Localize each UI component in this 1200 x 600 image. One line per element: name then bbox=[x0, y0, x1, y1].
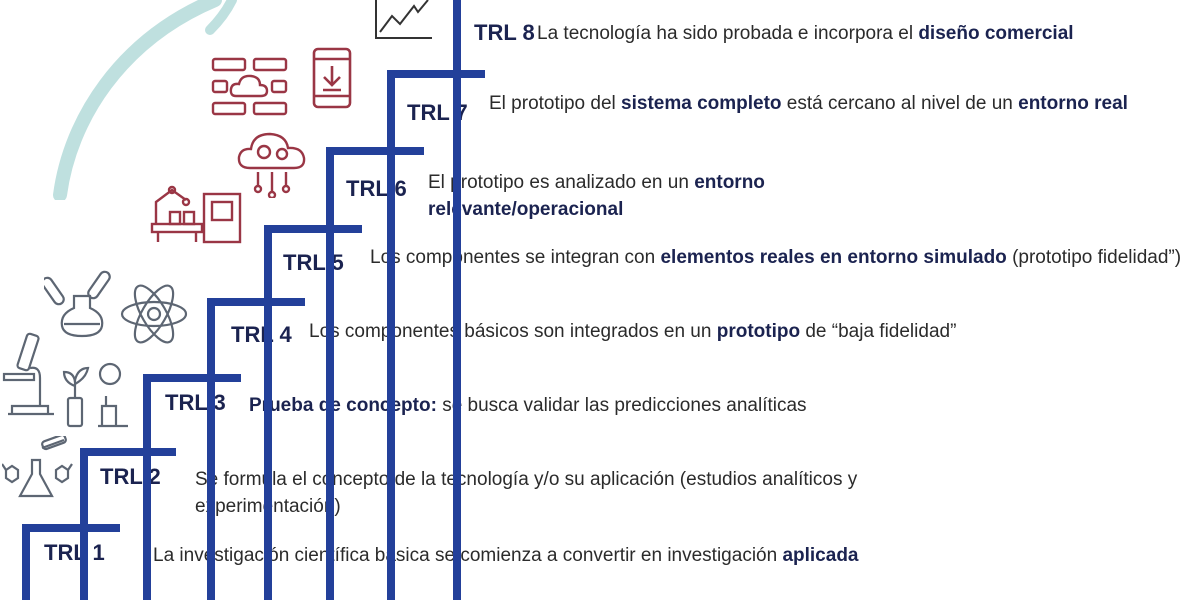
bold-text: entorno relevante/operacional bbox=[428, 172, 765, 220]
line-chart-icon bbox=[370, 0, 440, 46]
text: Los componentes básicos son integrados en un bbox=[309, 321, 717, 342]
bold-text: aplicada bbox=[782, 545, 859, 566]
atom-icon bbox=[118, 278, 190, 350]
bold-text: entorno real bbox=[1018, 93, 1128, 114]
trl-label-5: TRL 5 bbox=[283, 250, 344, 275]
trl-step-8 bbox=[453, 0, 551, 600]
text: Los componentes se integran con bbox=[370, 247, 661, 268]
text: Se formula el concepto de la tecnología y/o su aplicación (estudios analíticos y experimentación) bbox=[195, 469, 858, 517]
trl-label-7: TRL 7 bbox=[407, 100, 468, 125]
trl-label-4: TRL 4 bbox=[231, 322, 292, 347]
robot-arm-factory-icon bbox=[150, 178, 246, 244]
trl-label-6: TRL 6 bbox=[346, 176, 407, 201]
flask-molecules-icon bbox=[2, 436, 74, 506]
mobile-download-icon bbox=[310, 46, 356, 110]
cloud-server-icon bbox=[210, 56, 290, 118]
test-tubes-flask-icon bbox=[44, 262, 120, 338]
microscope-icon bbox=[0, 328, 60, 418]
trl-label-1: TRL 1 bbox=[44, 540, 105, 565]
trl-label-8: TRL 8 bbox=[474, 20, 535, 45]
bold-text: prototipo bbox=[716, 321, 801, 342]
text: La tecnología ha sido probada e incorpora el bbox=[537, 23, 919, 44]
text: se busca validar las predicciones analíticas bbox=[436, 395, 807, 416]
cloud-gears-icon bbox=[236, 126, 310, 198]
bold-text: elementos reales en entorno simulado bbox=[660, 247, 1007, 268]
trl-description-8 bbox=[537, 20, 1197, 47]
text: está cercano al nivel de un bbox=[781, 93, 1019, 114]
text: El prototipo del bbox=[489, 93, 622, 114]
plant-petri-icon bbox=[58, 362, 134, 428]
bold-text: diseño comercial bbox=[918, 23, 1074, 44]
trl-description-7 bbox=[489, 90, 1189, 117]
bold-text: sistema completo bbox=[621, 93, 782, 114]
trl-label-2: TRL 2 bbox=[100, 464, 161, 489]
text: La investigación científica básica se comienza a convertir en investigación bbox=[153, 545, 783, 566]
text: El prototipo es analizado en un bbox=[428, 172, 695, 193]
bold-text: Prueba de concepto: bbox=[249, 395, 437, 416]
text: de “baja fidelidad” bbox=[800, 321, 957, 342]
text: (prototipo fidelidad”) bbox=[1006, 247, 1182, 268]
trl-label-3: TRL 3 bbox=[165, 390, 226, 415]
